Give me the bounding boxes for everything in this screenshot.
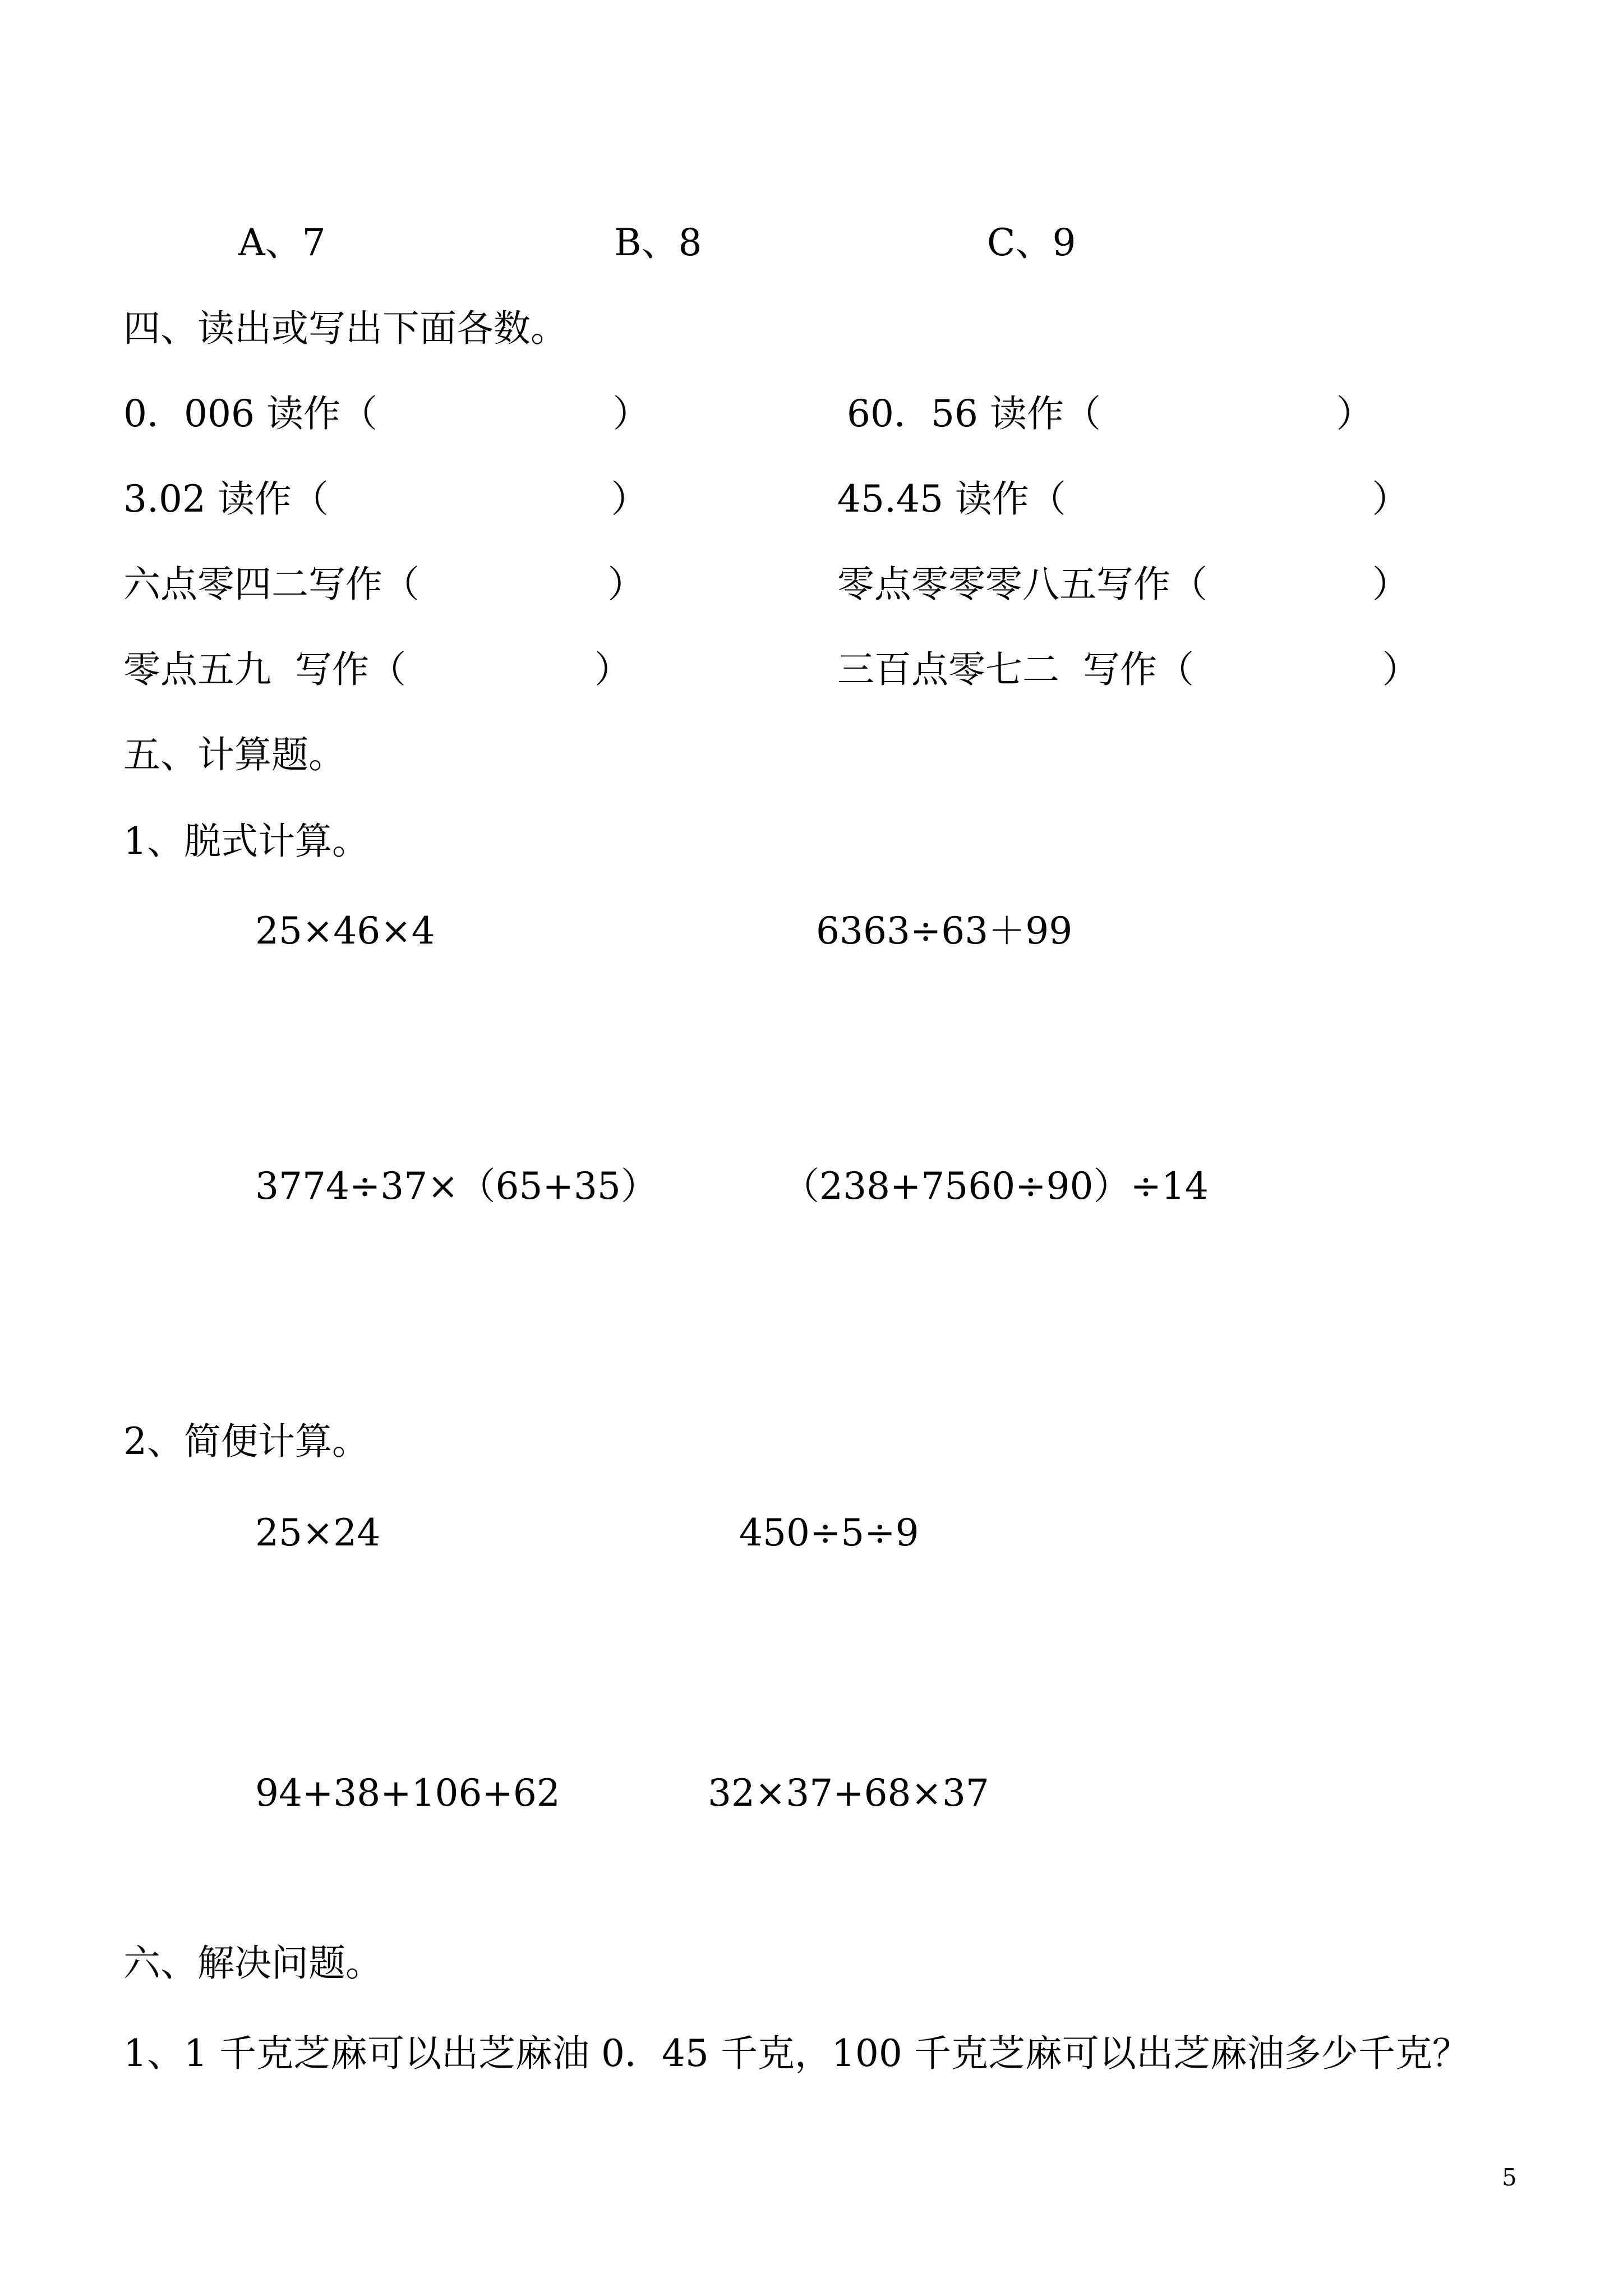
expr-4: （238+7560÷90）÷14 xyxy=(782,1165,1209,1208)
expr-2: 6363÷63＋99 xyxy=(816,909,1073,953)
expr-7: 94+38+106+62 xyxy=(255,1772,560,1815)
expr-1: 25×46×4 xyxy=(255,909,435,953)
read-item-3: 3.02 读作（ ） xyxy=(123,477,648,521)
read-item-4: 45.45 读作（ ） xyxy=(837,477,1409,521)
section6-heading: 六、解决问题。 xyxy=(123,1941,382,1985)
page-number: 5 xyxy=(1502,2164,1517,2191)
read-item-2: 60．56 读作（ ） xyxy=(847,392,1373,435)
write-item-1: 六点零四二写作（ ） xyxy=(123,563,645,606)
write-item-3: 零点五九 写作（ ） xyxy=(123,648,631,691)
problem-1: 1、1 千克芝麻可以出芝麻油 0．45 千克，100 千克芝麻可以出芝麻油多少千克？ xyxy=(123,2032,1469,2075)
write-item-4: 三百点零七二 写作（ ） xyxy=(837,648,1419,691)
expr-5: 25×24 xyxy=(255,1511,381,1554)
write-item-2: 零点零零零八五写作（ ） xyxy=(837,563,1409,606)
option-b: B、8 xyxy=(614,221,702,264)
option-a: A、7 xyxy=(238,221,326,264)
read-item-1: 0．006 读作（ ） xyxy=(123,392,650,435)
part1-label: 1、脱式计算。 xyxy=(123,820,369,863)
option-c: C、9 xyxy=(987,221,1076,264)
section4-heading: 四、读出或写出下面各数。 xyxy=(123,307,568,350)
expr-6: 450÷5÷9 xyxy=(739,1511,919,1554)
expr-8: 32×37+68×37 xyxy=(708,1772,989,1815)
section5-heading: 五、计算题。 xyxy=(123,733,345,776)
expr-3: 3774÷37×（65+35） xyxy=(255,1165,658,1208)
part2-label: 2、简便计算。 xyxy=(123,1420,369,1463)
